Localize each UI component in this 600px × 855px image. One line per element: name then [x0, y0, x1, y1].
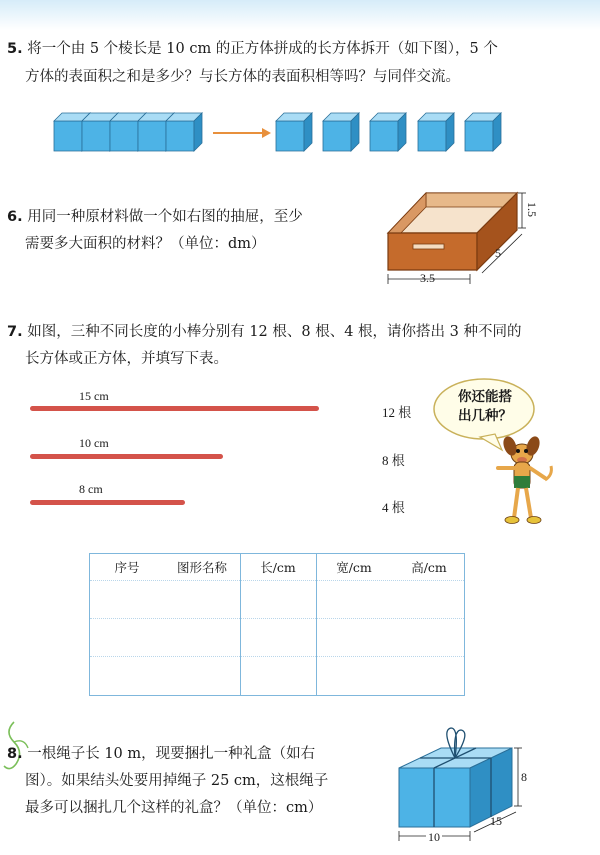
- arrow-icon: [213, 128, 271, 138]
- gift-depth-label: 15: [490, 814, 502, 828]
- table-header-index: 序号: [114, 560, 140, 575]
- separate-cubes: [276, 113, 501, 151]
- gift-width-label: 10: [428, 830, 440, 844]
- stick-8cm-count: 4 根: [382, 500, 405, 515]
- q7-text-line1: 如图，三种不同长度的小棒分别有 12 根、8 根、4 根，请你搭出 3 种不同的: [27, 324, 522, 340]
- table-header-height: 高/cm: [411, 560, 447, 575]
- stick-15cm: [30, 406, 319, 411]
- gift-box-figure: [399, 728, 522, 841]
- stick-8cm: [30, 500, 185, 505]
- q8-text-line2: 图）。如果结头处要用掉绳子 25 cm，这根绳子: [25, 773, 329, 789]
- stick-10cm-label: 10 cm: [79, 436, 109, 450]
- drawer-figure: [388, 193, 526, 284]
- table-header-width: 宽/cm: [336, 560, 372, 575]
- q8-text-line3: 最多可以捆扎几个这样的礼盒？（单位：cm）: [25, 800, 323, 816]
- q6-text-line1: 用同一种原材料做一个如右图的抽屉，至少: [27, 209, 303, 225]
- stick-15cm-label: 15 cm: [79, 389, 109, 403]
- stick-10cm-count: 8 根: [382, 453, 405, 468]
- table-row-divider: [90, 580, 464, 581]
- q5-text-line2: 方体的表面积之和是多少？与长方体的表面积相等吗？与同伴交流。: [25, 69, 460, 85]
- table-divider: [316, 554, 317, 695]
- drawer-height-label: 1.5: [525, 202, 539, 217]
- stick-15cm-count: 12 根: [382, 405, 412, 420]
- q7-number: 7.: [7, 324, 23, 340]
- cartoon-dog-image: [498, 435, 551, 524]
- stick-10cm: [30, 454, 223, 459]
- q6-text-line2: 需要多大面积的材料？（单位：dm）: [25, 236, 266, 252]
- bubble-line1: 你还能搭: [458, 389, 512, 405]
- sticks-figure: [30, 406, 319, 505]
- table-row-divider: [90, 656, 464, 657]
- table-divider: [240, 554, 241, 695]
- bubble-line2: 出几种？: [458, 408, 512, 424]
- q8-text-line1: 一根绳子长 10 m，现要捆扎一种礼盒（如右: [27, 746, 316, 762]
- gift-height-label: 8: [521, 770, 527, 784]
- q8-number: 8.: [7, 746, 23, 762]
- drawer-depth-label: 5: [495, 246, 501, 260]
- speech-bubble-text: [436, 379, 534, 441]
- q5-text-line1: 将一个由 5 个棱长是 10 cm 的正方体拼成的长方体拆开（如下图），5 个: [27, 41, 498, 57]
- q7-line1: [7, 323, 522, 341]
- table-header-shape-name: 图形名称: [176, 560, 227, 575]
- q8-line1: [7, 745, 315, 763]
- q5-number: 5.: [7, 41, 23, 57]
- drawer-width-label: 3.5: [420, 271, 435, 285]
- q7-text-line2: 长方体或正方体，并填写下表。: [25, 351, 228, 367]
- cube-row: [54, 113, 202, 151]
- q6-line1: [7, 208, 303, 226]
- table-header-length: 长/cm: [260, 560, 296, 575]
- table-row-divider: [90, 618, 464, 619]
- stick-8cm-label: 8 cm: [79, 482, 103, 496]
- answer-table: [89, 553, 465, 696]
- q6-number: 6.: [7, 209, 23, 225]
